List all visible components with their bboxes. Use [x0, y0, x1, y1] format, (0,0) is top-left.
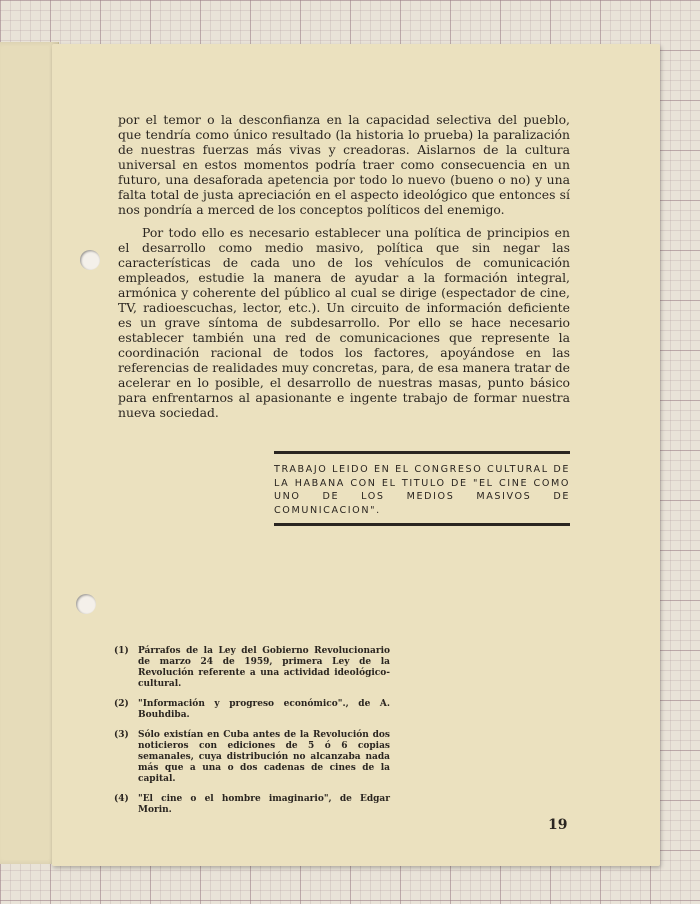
page-number: 19	[548, 817, 568, 833]
footnote-number: (1)	[114, 646, 129, 656]
box-bottom-rule	[274, 523, 570, 526]
footnote	[114, 794, 390, 816]
footnotes	[114, 646, 390, 825]
congress-note-box	[274, 451, 570, 526]
footnote-text: Párrafos de la Ley del Gobierno Revolucionario de marzo 24 de 1959, primera Ley de la Revolución referente a una actividad ideológico-cultural.	[138, 646, 390, 689]
footnote-text: "El cine o el hombre imaginario", de Edgar Morin.	[138, 794, 390, 815]
previous-page-edge	[0, 42, 59, 864]
body-text	[118, 112, 570, 420]
binder-hole-bottom	[76, 594, 96, 614]
footnote	[114, 646, 390, 690]
paragraph-1: por el temor o la desconfianza en la capacidad selectiva del pueblo, que tendría como único resultado (la historia lo prueba) la paralización de nuestras fuerzas más vivas y creadoras. Aislarnos de la cultura universal en estos momentos podría traer como consecuencia en un futuro, una desaforada apetencia por todo lo nuevo (bueno o no) y una falta total de justa apreciación en el aspecto ideológico que entonces sí nos pondría a merced de los conceptos políticos del enemigo.	[118, 112, 570, 217]
footnote-number: (2)	[114, 699, 129, 709]
footnote-number: (4)	[114, 794, 129, 804]
footnote-text: "Información y progreso económico"., de A. Bouhdiba.	[138, 699, 390, 720]
footnote-number: (3)	[114, 730, 129, 740]
binder-hole-top	[80, 250, 100, 270]
footnote-text: Sólo existían en Cuba antes de la Revolución dos noticieros con ediciones de 5 ó 6 copias semanales, cuya distribución no alcanzaba nada más que a una o dos cadenas de cines de la capital.	[138, 730, 390, 784]
footnote	[114, 730, 390, 785]
document-page	[52, 44, 660, 866]
footnote	[114, 699, 390, 721]
paragraph-2: Por todo ello es necesario establecer una política de principios en el desarrollo como medio masivo, política que sin negar las características de cada uno de los vehículos de comunicación empleados, estudie la manera de ayudar a la formación integral, armónica y coherente del público al cual se dirige (espectador de cine, TV, radioescuchas, lector, etc.). Un circuito de información deficiente es un grave síntoma de subdesarrollo. Por ello se hace necesario establecer también una red de comunicaciones que represente la coordinación racional de todos los factores, apoyándose en las referencias de realidades muy concretas, para, de esa manera tratar de acelerar en lo posible, el desarrollo de nuestras masas, punto básico para enfrentarnos al apasionante e ingente trabajo de formar nuestra nueva sociedad.	[118, 225, 570, 420]
congress-note-text: TRABAJO LEIDO EN EL CONGRESO CULTURAL DE LA HABANA CON EL TITULO DE "EL CINE COMO UNO DE LOS MEDIOS MASIVOS DE COMUNICACION".	[274, 464, 570, 516]
